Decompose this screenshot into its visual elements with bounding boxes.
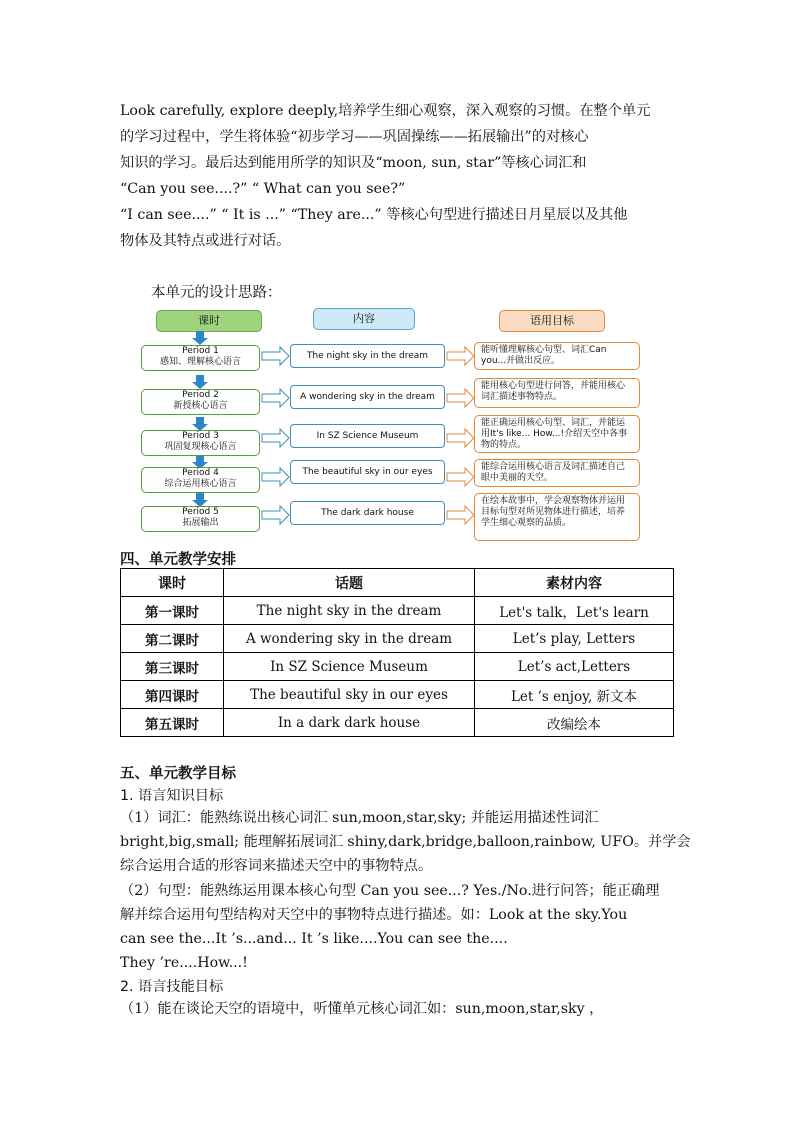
table-row	[121, 625, 674, 653]
right-arrows-left	[260, 338, 292, 538]
goal-1-box: 能听懂理解核心句型、词汇Can you...并做出反应。	[474, 342, 640, 370]
header-content: 内容	[313, 308, 415, 330]
topic-4-box: The beautiful sky in our eyes	[290, 460, 445, 484]
p2-line-3: can see the...It ’s...and... It ’s like....You can see the....	[120, 931, 508, 947]
p3-line-1: （1）能在谈论天空的语境中，听懂单元核心词汇如：sun,moon,star,sky ，	[120, 1001, 604, 1017]
period-2-box	[141, 389, 260, 415]
period-5-box	[141, 506, 260, 532]
row-1-topic: The night sky in the dream	[224, 597, 475, 625]
period-3-box	[141, 430, 260, 456]
period-1-box	[141, 345, 260, 371]
goal-3-box: 能正确运用核心句型、词汇，并能运用It's like... How...!介绍天空中各事物的特点。	[474, 415, 640, 453]
right-arrows-right	[445, 338, 477, 538]
header-goal: 语用目标	[499, 310, 605, 332]
period-5-desc: 拓展输出	[182, 518, 219, 528]
sub-heading-knowledge: 1. 语言知识目标	[120, 788, 224, 804]
sub-heading-skills: 2. 语言技能目标	[120, 979, 224, 995]
design-diagram	[138, 308, 648, 540]
period-3-desc: 巩固复现核心语言	[164, 442, 237, 452]
row-5-topic: In a dark dark house	[224, 709, 475, 737]
table-row	[121, 681, 674, 709]
col-material: 素材内容	[475, 569, 674, 597]
row-1-period: 第一课时	[121, 597, 224, 625]
row-4-topic: The beautiful sky in our eyes	[224, 681, 475, 709]
period-3-title: Period 3	[182, 431, 219, 441]
period-2-desc: 新授核心语言	[173, 401, 228, 411]
table-header-row	[121, 569, 674, 597]
col-topic: 话题	[224, 569, 475, 597]
p2-line-1: （2）句型：能熟练运用课本核心句型 Can you see...? Yes./No.进行问答；能正确理	[120, 883, 660, 899]
period-5-title: Period 5	[182, 507, 219, 517]
period-1-desc: 感知、理解核心语言	[159, 357, 241, 367]
section-4-heading: 四、单元教学安排	[120, 552, 236, 568]
goal-4-box: 能综合运用核心语言及词汇描述自己眼中美丽的天空。	[474, 459, 640, 487]
row-2-topic: A wondering sky in the dream	[224, 625, 475, 653]
row-4-period: 第四课时	[121, 681, 224, 709]
row-2-material: Let’s play, Letters	[475, 625, 674, 653]
row-2-period: 第二课时	[121, 625, 224, 653]
col-period: 课时	[121, 569, 224, 597]
topic-1-box: The night sky in the dream	[290, 344, 445, 368]
design-label: 本单元的设计思路：	[151, 285, 282, 301]
intro-line-2: 的学习过程中，学生将体验“初步学习——巩固操练——拓展输出”的对核心	[120, 129, 589, 145]
intro-line-5: “I can see....” “ It is ...” “They are...” 等核心句型进行描述日月星辰以及其他	[120, 207, 628, 223]
table-row	[121, 709, 674, 737]
p1-line-3: 综合运用合适的形容词来描述天空中的事物特点。	[120, 858, 433, 874]
p2-line-2: 解并综合运用句型结构对天空中的事物特点进行描述。如：Look at the sky.You	[120, 907, 628, 923]
goal-5-box: 在绘本故事中，学会观察物体并运用目标句型对所见物体进行描述，培养学生细心观察的品质。	[474, 493, 640, 541]
p2-line-4: They ’re....How...!	[120, 955, 248, 971]
period-1-title: Period 1	[182, 346, 219, 356]
period-4-title: Period 4	[182, 468, 219, 478]
row-3-topic: In SZ Science Museum	[224, 653, 475, 681]
p1-line-2: bright,big,small; 能理解拓展词汇 shiny,dark,bridge,balloon,rainbow, UFO。并学会	[120, 834, 691, 850]
row-3-period: 第三课时	[121, 653, 224, 681]
goal-2-box: 能用核心句型进行问答，并能用核心词汇描述事物特点。	[474, 378, 640, 408]
header-period: 课时	[156, 310, 262, 332]
period-4-box	[141, 467, 260, 493]
period-4-desc: 综合运用核心语言	[164, 479, 237, 489]
row-5-period: 第五课时	[121, 709, 224, 737]
topic-2-box: A wondering sky in the dream	[290, 385, 445, 409]
intro-line-6: 物体及其特点或进行对话。	[120, 233, 291, 249]
row-5-material: 改编绘本	[475, 709, 674, 737]
topic-5-box: The dark dark house	[290, 501, 445, 525]
row-4-material: Let ’s enjoy, 新文本	[475, 681, 674, 709]
schedule-table	[120, 568, 674, 737]
topic-3-box: In SZ Science Museum	[290, 424, 445, 448]
section-5-heading: 五、单元教学目标	[120, 766, 236, 782]
intro-line-4: “Can you see....?” “ What can you see?”	[120, 181, 406, 197]
intro-line-1: Look carefully, explore deeply,培养学生细心观察，深入观察的习惯。在整个单元	[120, 103, 651, 119]
row-3-material: Let’s act,Letters	[475, 653, 674, 681]
period-2-title: Period 2	[182, 390, 219, 400]
table-row	[121, 653, 674, 681]
p1-line-1: （1）词汇：能熟练说出核心词汇 sun,moon,star,sky; 并能运用描述性词汇	[120, 810, 599, 826]
row-1-material: Let's talk，Let's learn	[475, 597, 674, 625]
intro-line-3: 知识的学习。最后达到能用所学的知识及“moon, sun, star”等核心词汇和	[120, 155, 587, 171]
table-row	[121, 597, 674, 625]
